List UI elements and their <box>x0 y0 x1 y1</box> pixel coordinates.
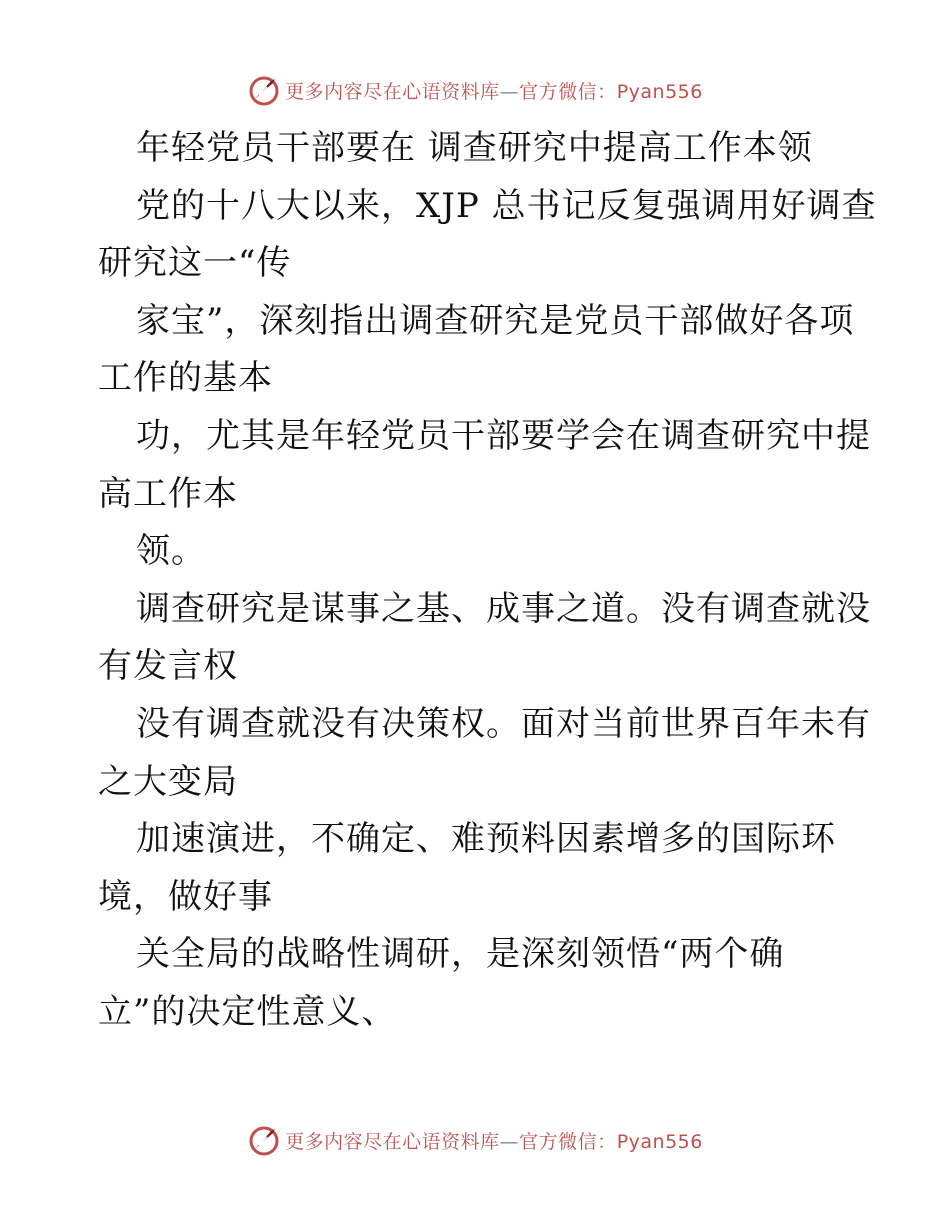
quill-logo-icon <box>247 1123 281 1157</box>
paragraph-line: 立”的决定性意义、 <box>98 991 397 1032</box>
paragraph-line: 境，做好事 <box>98 876 273 917</box>
footer-banner <box>0 1120 950 1160</box>
paragraph-line: 工作的基本 <box>98 358 273 399</box>
paragraph-line: 关全局的战略性调研，是深刻领悟“两个确 <box>136 934 785 975</box>
paragraph-line: 加速演进，不确定、难预料因素增多的国际环 <box>136 819 836 860</box>
paragraph-line: 领。 <box>136 531 206 572</box>
header-banner-text: 更多内容尽在心语资料库—官方微信：Pyan556 <box>285 80 703 103</box>
paragraph-line: 调查研究是谋事之基、成事之道。没有调查就没 <box>136 588 871 629</box>
paragraph-line: 之大变局 <box>98 761 238 802</box>
document-title: 年轻党员干部要在 调查研究中提高工作本领 <box>136 128 813 168</box>
footer-banner-text: 更多内容尽在心语资料库—官方微信：Pyan556 <box>285 1130 703 1153</box>
paragraph-line: 有发言权 <box>98 646 238 687</box>
paragraph-line: 研究这一“传 <box>98 243 292 284</box>
paragraph-line: 没有调查就没有决策权。面对当前世界百年未有 <box>136 703 871 744</box>
paragraph-line: 家宝”，深刻指出调查研究是党员干部做好各项 <box>136 300 855 341</box>
paragraph-line: 党的十八大以来，XJP 总书记反复强调用好调查 <box>136 185 877 226</box>
header-banner <box>0 70 950 110</box>
document-body <box>98 120 877 1042</box>
paragraph-line: 功，尤其是年轻党员干部要学会在调查研究中提 <box>136 415 871 456</box>
paragraph-line: 高工作本 <box>98 473 238 514</box>
quill-logo-icon <box>247 73 281 107</box>
